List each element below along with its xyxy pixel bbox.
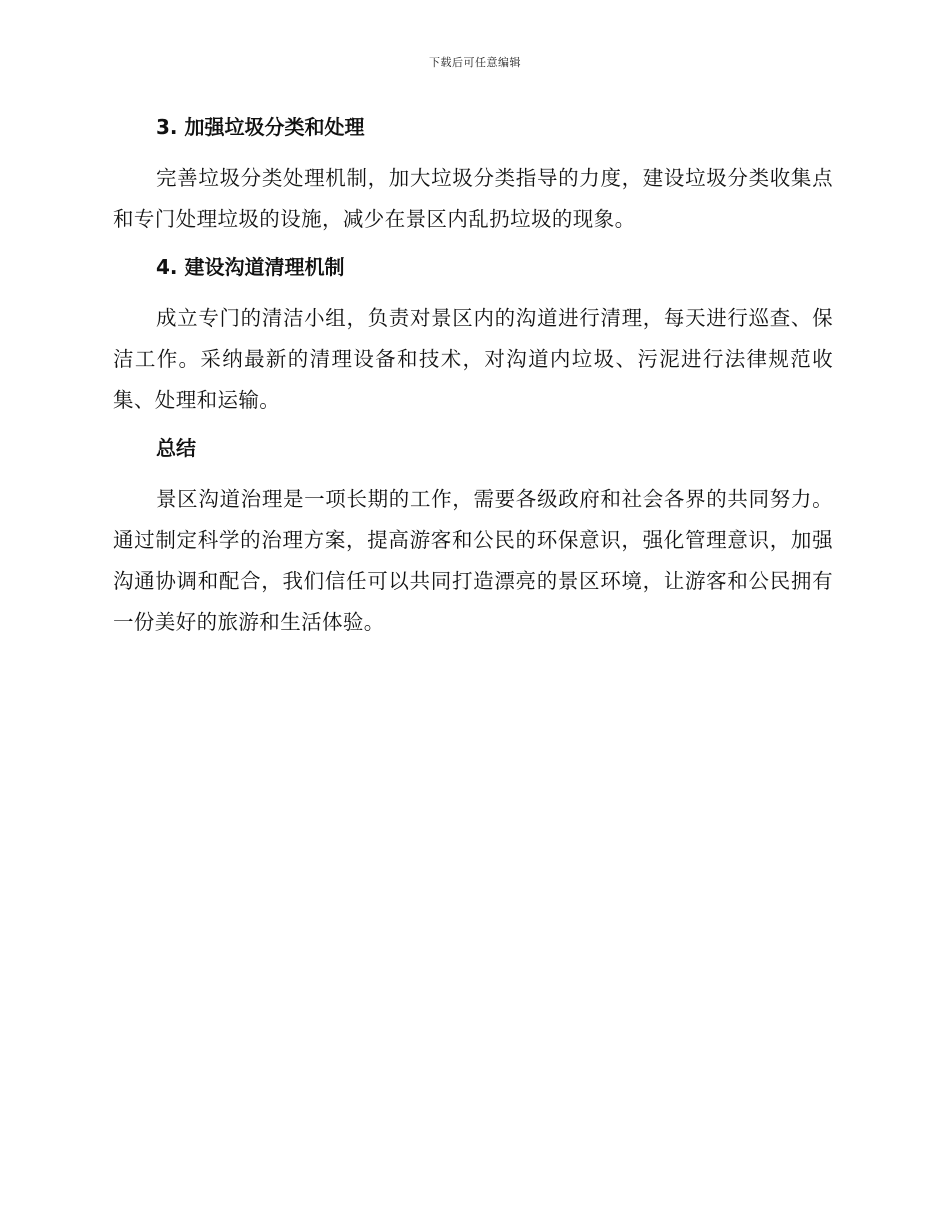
section-paragraph: 景区沟道治理是一项长期的工作，需要各级政府和社会各界的共同努力。通过制定科学的治理方案，提高游客和公民的环保意识，强化管理意识，加强沟通协调和配合，我们信任可以共同打造漂亮的景区环境，让游客和公民拥有一份美好的旅游和生活体验。 xyxy=(113,487,833,634)
section-ditch-cleaning xyxy=(113,250,833,421)
section-paragraph: 成立专门的清洁小组，负责对景区内的沟道进行清理，每天进行巡查、保洁工作。采纳最新的清理设备和技术，对沟道内垃圾、污泥进行法律规范收集、处理和运输。 xyxy=(113,306,833,412)
section-heading: 4. 建设沟道清理机制 xyxy=(156,255,345,279)
page-header-note: 下载后可任意编辑 xyxy=(429,56,521,69)
document-body xyxy=(113,110,833,653)
section-paragraph: 完善垃圾分类处理机制，加大垃圾分类指导的力度，建设垃圾分类收集点和专门处理垃圾的设施，减少在景区内乱扔垃圾的现象。 xyxy=(113,166,833,231)
section-heading: 3. 加强垃圾分类和处理 xyxy=(156,115,365,139)
section-heading: 总结 xyxy=(156,436,196,460)
section-garbage-sorting xyxy=(113,110,833,240)
section-summary xyxy=(113,431,833,643)
